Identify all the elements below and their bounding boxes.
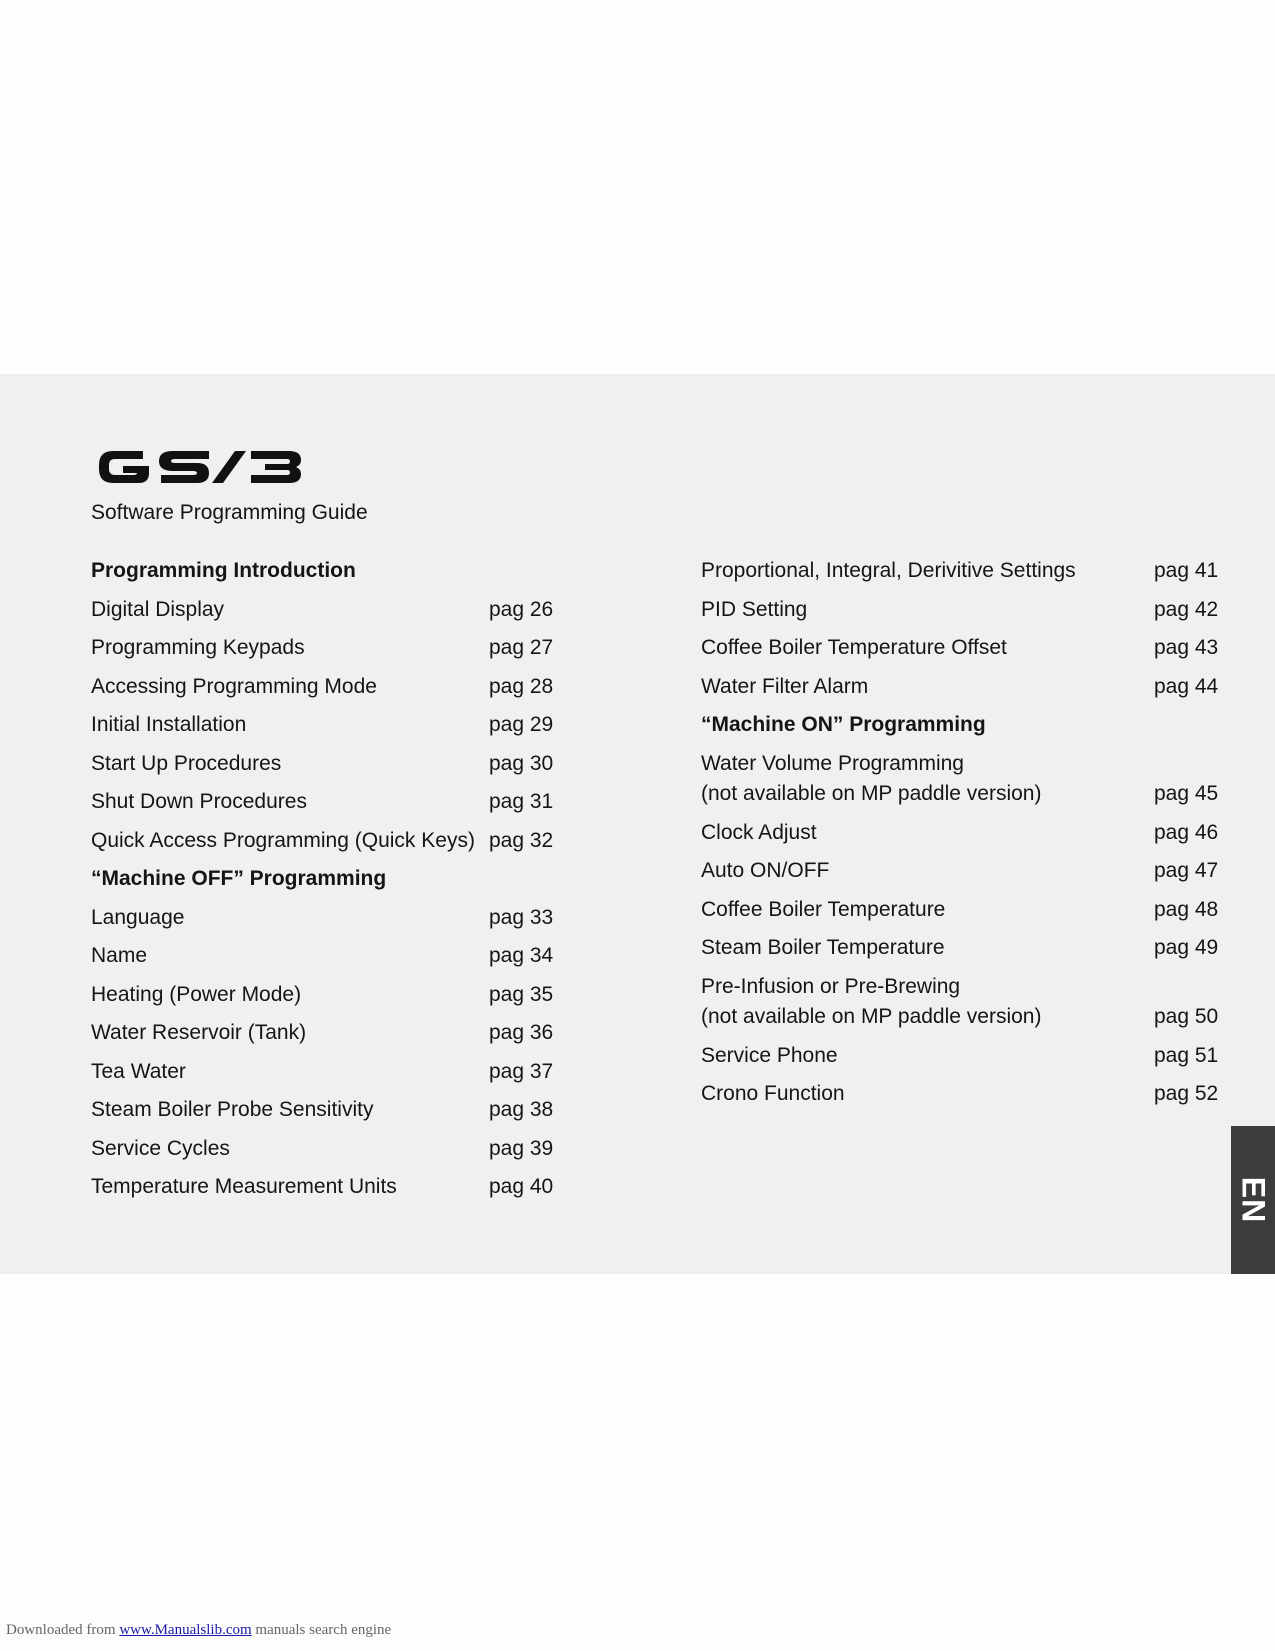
toc-entry[interactable]: [91, 1095, 561, 1134]
toc-entry-title: Programming Keypads: [91, 636, 305, 659]
toc-entry[interactable]: [91, 1172, 561, 1211]
toc-entry-page: pag 49: [1154, 936, 1219, 959]
toc-entry[interactable]: [701, 895, 1219, 934]
toc-entry[interactable]: [91, 826, 561, 865]
toc-entry-title: Auto ON/OFF: [701, 859, 830, 882]
toc-entry-page: pag 30: [489, 751, 554, 775]
toc-entry-page: pag 26: [489, 597, 554, 621]
toc-entry-page: pag 42: [1154, 597, 1219, 621]
toc-entry-title: Steam Boiler Temperature: [701, 936, 945, 959]
toc-section-heading: [701, 710, 1219, 749]
toc-entry[interactable]: [701, 595, 1219, 634]
guide-subtitle: Software Programming Guide: [91, 501, 368, 524]
toc-entry-page: pag 45: [1154, 781, 1219, 805]
toc-entry[interactable]: [91, 749, 561, 788]
gs3-logo: [93, 444, 305, 490]
toc-entry-title: Water Reservoir (Tank): [91, 1021, 307, 1044]
toc-entry-title: Steam Boiler Probe Sensitivity: [91, 1098, 374, 1121]
toc-entry-page: pag 44: [1154, 674, 1219, 698]
toc-entry-title: Tea Water: [91, 1059, 186, 1083]
toc-entry-page: pag 50: [1154, 1004, 1219, 1028]
toc-entry-title: Heating (Power Mode): [91, 982, 302, 1006]
toc-entry-title: Pre-Infusion or Pre-Brewing: [701, 974, 961, 998]
toc-entry-title: Start Up Procedures: [91, 751, 282, 775]
toc-entry-title: Clock Adjust: [701, 820, 817, 844]
toc-entry-title: Language: [91, 905, 185, 929]
toc-entry-page: pag 35: [489, 982, 554, 1006]
toc-entry[interactable]: [91, 1134, 561, 1173]
manualslib-link[interactable]: www.Manualslib.com: [119, 1622, 252, 1638]
toc-entry-title: “Machine OFF” Programming: [91, 867, 387, 890]
toc-entry-title: Water Volume Programming: [701, 751, 964, 775]
toc-entry[interactable]: [91, 710, 561, 749]
toc-entry-page: pag 52: [1154, 1082, 1219, 1105]
toc-entry-title: Temperature Measurement Units: [91, 1175, 397, 1198]
toc-entry-page: pag 34: [489, 944, 554, 967]
toc-entry[interactable]: [91, 633, 561, 672]
toc-entry[interactable]: [701, 1079, 1219, 1118]
toc-entry-title: PID Setting: [701, 597, 808, 621]
toc-entry-page: pag 36: [489, 1021, 554, 1044]
toc-section-heading: [91, 864, 561, 903]
toc-entry[interactable]: [91, 1018, 561, 1057]
toc-entry-note: (not available on MP paddle version): [701, 1004, 1042, 1028]
toc-entry-title: Initial Installation: [91, 713, 247, 736]
language-tab-label: EN: [1235, 1176, 1272, 1224]
toc-entry[interactable]: [91, 787, 561, 826]
toc-entry-page: pag 38: [489, 1098, 554, 1121]
toc-entry-title: Proportional, Integral, Derivitive Settings: [701, 559, 1076, 582]
toc-entry-title: Shut Down Procedures: [91, 790, 307, 813]
toc-right-column: [701, 556, 1219, 1118]
toc-entry-page: pag 27: [489, 636, 554, 659]
toc-entry-title: “Machine ON” Programming: [701, 713, 986, 736]
toc-entry-page: pag 37: [489, 1059, 554, 1083]
toc-entry-title: Digital Display: [91, 597, 225, 621]
download-footer: [6, 1622, 391, 1639]
toc-entry-title: Accessing Programming Mode: [91, 674, 377, 698]
footer-suffix: manuals search engine: [255, 1622, 392, 1638]
toc-entry[interactable]: [701, 556, 1219, 595]
toc-entry-title: Name: [91, 944, 148, 967]
toc-entry-title: Water Filter Alarm: [701, 674, 869, 698]
toc-entry[interactable]: [91, 1057, 561, 1096]
toc-entry-title: Coffee Boiler Temperature Offset: [701, 636, 1007, 659]
toc-entry-title: Crono Function: [701, 1082, 845, 1105]
toc-entry-page: pag 33: [489, 905, 554, 929]
toc-entry[interactable]: [91, 595, 561, 634]
toc-entry[interactable]: [701, 933, 1219, 972]
toc-entry-page: pag 40: [489, 1175, 554, 1198]
toc-entry-title: Service Phone: [701, 1043, 838, 1067]
toc-entry-page: pag 47: [1154, 859, 1219, 882]
toc-entry[interactable]: [91, 941, 561, 980]
toc-entry-page: pag 29: [489, 713, 554, 736]
toc-entry-title: Quick Access Programming (Quick Keys): [91, 828, 475, 852]
toc-entry-page: pag 39: [489, 1136, 554, 1160]
toc-entry-title: Service Cycles: [91, 1136, 230, 1160]
toc-section-heading: [91, 556, 561, 595]
toc-entry-page: pag 46: [1154, 820, 1219, 844]
toc-entry[interactable]: [91, 980, 561, 1019]
toc-entry[interactable]: [701, 972, 1219, 1041]
toc-entry-page: pag 43: [1154, 636, 1219, 659]
toc-entry[interactable]: [701, 856, 1219, 895]
toc-left-column: [91, 556, 561, 1211]
footer-prefix: Downloaded from: [6, 1622, 116, 1638]
toc-entry[interactable]: [701, 633, 1219, 672]
toc-entry-note: (not available on MP paddle version): [701, 781, 1042, 805]
toc-entry[interactable]: [701, 818, 1219, 857]
toc-entry[interactable]: [701, 672, 1219, 711]
toc-entry-page: pag 51: [1154, 1043, 1219, 1067]
toc-entry[interactable]: [701, 1041, 1219, 1080]
toc-entry-page: pag 31: [489, 790, 554, 813]
toc-entry-page: pag 28: [489, 674, 554, 698]
language-tab: [1231, 1126, 1275, 1274]
toc-entry[interactable]: [91, 672, 561, 711]
toc-entry-page: pag 41: [1154, 559, 1219, 582]
toc-entry-page: pag 32: [489, 828, 554, 852]
toc-entry-title: Programming Introduction: [91, 559, 356, 582]
toc-entry-page: pag 48: [1154, 897, 1219, 921]
toc-entry[interactable]: [701, 749, 1219, 818]
toc-entry[interactable]: [91, 903, 561, 942]
toc-entry-title: Coffee Boiler Temperature: [701, 897, 946, 921]
